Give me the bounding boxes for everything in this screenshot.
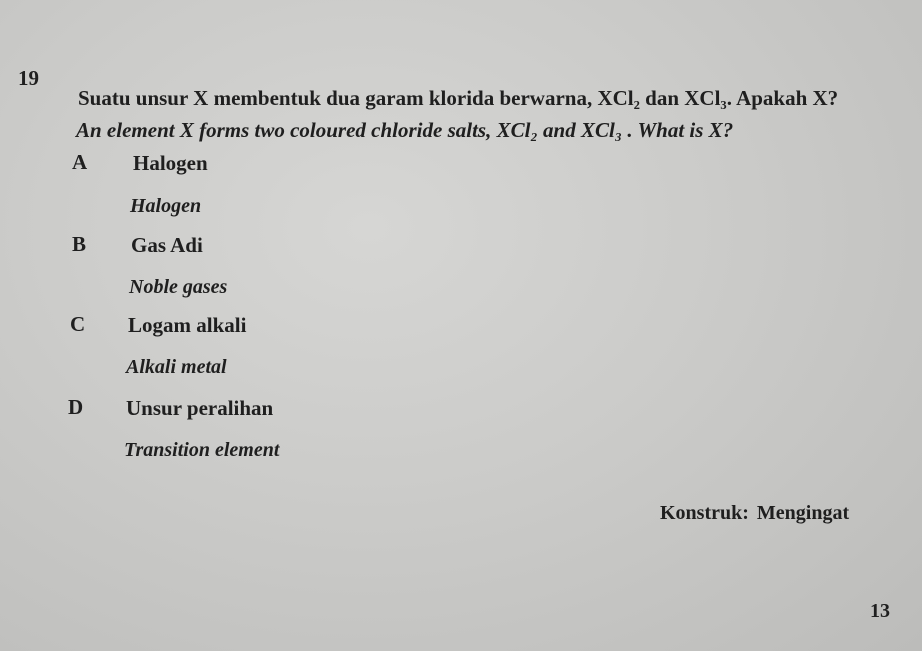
- option-c-text-english: Alkali metal: [126, 356, 227, 378]
- construct-value: Mengingat: [756, 502, 850, 524]
- construct-note: [660, 502, 849, 525]
- question-stem-english: An element X forms two coloured chloride salts, XCl₂ and XCl₃ . What is X?: [76, 118, 734, 142]
- option-b-text-english: Noble gases: [129, 276, 228, 298]
- option-d-text-english: Transition element: [124, 439, 280, 461]
- option-a-text-english: Halogen: [130, 195, 202, 217]
- option-a-letter: A: [72, 150, 88, 174]
- option-c-text-malay: Logam alkali: [128, 313, 247, 337]
- construct-label: Konstruk:: [660, 502, 749, 524]
- question-number: 19: [18, 66, 39, 90]
- option-b-letter: B: [72, 232, 87, 256]
- option-d-text-malay: Unsur peralihan: [126, 396, 274, 420]
- option-a-text-malay: Halogen: [133, 151, 208, 175]
- option-c-letter: C: [70, 312, 86, 336]
- page-number: 13: [870, 600, 890, 622]
- option-d-letter: D: [68, 395, 84, 419]
- question-stem-malay: Suatu unsur X membentuk dua garam klorida berwarna, XCl₂ dan XCl₃. Apakah X?: [78, 86, 839, 110]
- option-b-text-malay: Gas Adi: [131, 233, 203, 257]
